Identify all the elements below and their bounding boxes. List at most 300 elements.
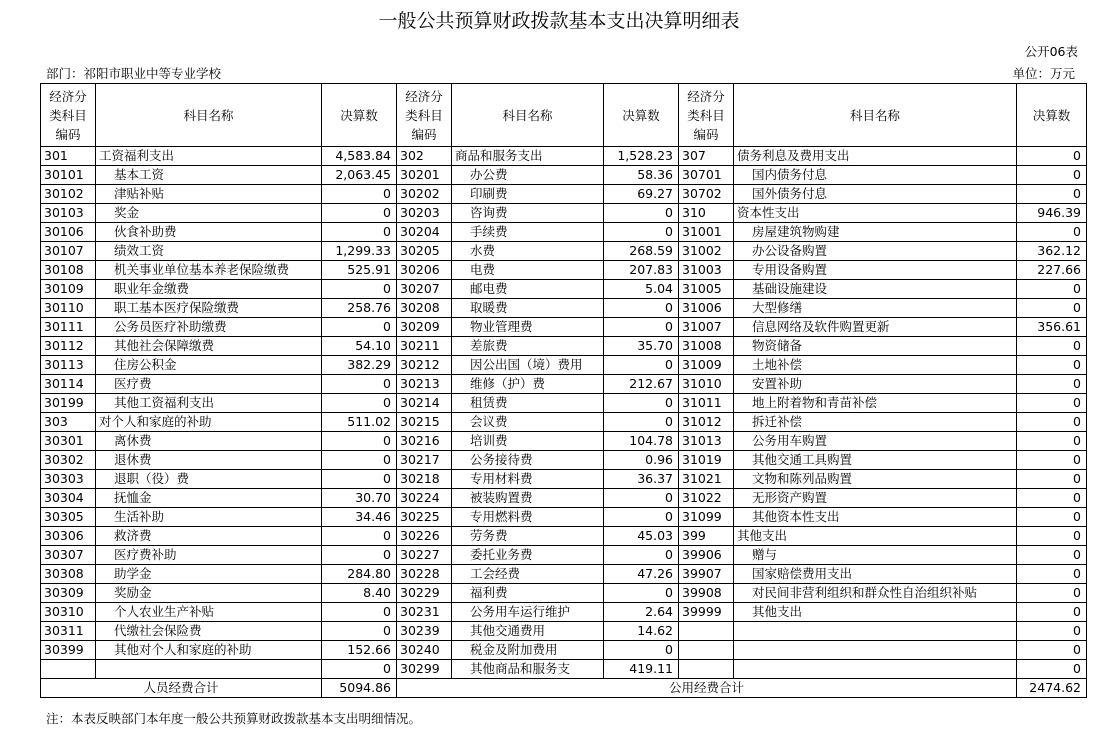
amount-cell: 5.04 [604,280,679,299]
name-cell: 物业管理费 [452,318,604,337]
amount-cell: 0 [604,223,679,242]
code-cell: 30113 [41,356,96,375]
code-cell: 30224 [397,489,452,508]
table-row [41,470,1087,489]
table-row [41,280,1087,299]
code-cell: 30106 [41,223,96,242]
table-row [41,622,1087,641]
name-cell: 电费 [452,261,604,280]
header-code: 经济分类科目编码 [679,84,734,147]
code-cell: 30228 [397,565,452,584]
code-cell: 30307 [41,546,96,565]
amount-cell: 525.91 [322,261,397,280]
code-cell: 30206 [397,261,452,280]
amount-cell: 0 [1017,185,1087,204]
amount-cell: 4,583.84 [322,147,397,166]
amount-cell: 0 [1017,432,1087,451]
amount-cell: 258.76 [322,299,397,318]
amount-cell: 0.96 [604,451,679,470]
code-cell: 30303 [41,470,96,489]
name-cell: 其他资本性支出 [734,508,1017,527]
code-cell: 30112 [41,337,96,356]
name-cell: 取暖费 [452,299,604,318]
name-cell: 其他对个人和家庭的补助 [96,641,322,660]
table-row [41,584,1087,603]
code-cell: 30207 [397,280,452,299]
amount-cell: 0 [322,185,397,204]
code-cell: 303 [41,413,96,432]
amount-cell: 284.80 [322,565,397,584]
name-cell: 工资福利支出 [96,147,322,166]
name-cell: 其他交通工具购置 [734,451,1017,470]
code-cell: 31006 [679,299,734,318]
name-cell: 会议费 [452,413,604,432]
name-cell: 代缴社会保险费 [96,622,322,641]
name-cell: 维修（护）费 [452,375,604,394]
code-cell: 31001 [679,223,734,242]
name-cell: 水费 [452,242,604,261]
amount-cell: 0 [1017,451,1087,470]
code-cell: 31019 [679,451,734,470]
amount-cell: 0 [1017,470,1087,489]
amount-cell: 0 [604,508,679,527]
code-cell: 30308 [41,565,96,584]
code-cell: 30229 [397,584,452,603]
name-cell: 公务用车购置 [734,432,1017,451]
amount-cell: 34.46 [322,508,397,527]
name-cell: 对个人和家庭的补助 [96,413,322,432]
department-label: 部门：祁阳市职业中等专业学校 [46,66,222,81]
name-cell: 离休费 [96,432,322,451]
amount-cell: 0 [604,413,679,432]
amount-cell: 0 [322,375,397,394]
header-row [41,84,1087,147]
name-cell: 救济费 [96,527,322,546]
name-cell: 助学金 [96,565,322,584]
name-cell: 公务接待费 [452,451,604,470]
amount-cell: 104.78 [604,432,679,451]
amount-cell: 0 [322,432,397,451]
amount-cell: 0 [322,223,397,242]
code-cell: 30302 [41,451,96,470]
table-row [41,660,1087,679]
code-cell [679,622,734,641]
amount-cell: 268.59 [604,242,679,261]
name-cell: 生活补助 [96,508,322,527]
name-cell: 租赁费 [452,394,604,413]
name-cell: 专用设备购置 [734,261,1017,280]
code-cell: 30107 [41,242,96,261]
amount-cell: 0 [1017,489,1087,508]
name-cell: 委托业务费 [452,546,604,565]
name-cell: 福利费 [452,584,604,603]
public-total-label: 公用经费合计 [397,679,1017,698]
table-row [41,508,1087,527]
table-row [41,375,1087,394]
table-row [41,318,1087,337]
amount-cell: 0 [1017,356,1087,375]
code-cell: 30211 [397,337,452,356]
amount-cell: 0 [322,204,397,223]
page-title: 一般公共预算财政拨款基本支出决算明细表 [378,10,740,32]
name-cell: 公务员医疗补助缴费 [96,318,322,337]
table-row [41,337,1087,356]
name-cell: 住房公积金 [96,356,322,375]
name-cell: 津贴补贴 [96,185,322,204]
amount-cell: 0 [604,356,679,375]
code-cell: 30701 [679,166,734,185]
name-cell: 无形资产购置 [734,489,1017,508]
amount-cell: 0 [322,527,397,546]
name-cell: 培训费 [452,432,604,451]
code-cell: 30310 [41,603,96,622]
expenditure-table [40,83,1087,698]
amount-cell: 0 [322,318,397,337]
amount-cell: 212.67 [604,375,679,394]
name-cell: 赠与 [734,546,1017,565]
name-cell: 办公费 [452,166,604,185]
code-cell: 30216 [397,432,452,451]
name-cell [96,660,322,679]
name-cell: 商品和服务支出 [452,147,604,166]
name-cell: 劳务费 [452,527,604,546]
code-cell: 30213 [397,375,452,394]
code-cell: 30214 [397,394,452,413]
header-amount: 决算数 [604,84,679,147]
code-cell: 31009 [679,356,734,375]
code-cell: 30231 [397,603,452,622]
name-cell: 因公出国（境）费用 [452,356,604,375]
amount-cell: 0 [322,622,397,641]
code-cell: 31099 [679,508,734,527]
code-cell: 30199 [41,394,96,413]
amount-cell: 207.83 [604,261,679,280]
personnel-total-value: 5094.86 [322,679,397,698]
table-number: 公开06表 [1024,44,1078,59]
code-cell: 31008 [679,337,734,356]
table-row [41,223,1087,242]
table-row [41,565,1087,584]
amount-cell: 0 [1017,508,1087,527]
table-row [41,413,1087,432]
code-cell: 31003 [679,261,734,280]
amount-cell: 0 [1017,166,1087,185]
code-cell: 310 [679,204,734,223]
amount-cell: 45.03 [604,527,679,546]
name-cell: 职工基本医疗保险缴费 [96,299,322,318]
amount-cell: 0 [1017,641,1087,660]
amount-cell: 0 [604,204,679,223]
table-row [41,356,1087,375]
table-row [41,527,1087,546]
amount-cell: 419.11 [604,660,679,679]
name-cell: 基本工资 [96,166,322,185]
amount-cell: 0 [322,394,397,413]
name-cell: 其他支出 [734,603,1017,622]
amount-cell: 0 [1017,147,1087,166]
table-row [41,546,1087,565]
amount-cell: 0 [604,641,679,660]
name-cell: 其他交通费用 [452,622,604,641]
header-amount: 决算数 [322,84,397,147]
table-row [41,185,1087,204]
header-code: 经济分类科目编码 [397,84,452,147]
name-cell: 税金及附加费用 [452,641,604,660]
code-cell: 30399 [41,641,96,660]
code-cell: 30218 [397,470,452,489]
code-cell: 39907 [679,565,734,584]
table-row [41,641,1087,660]
code-cell: 30702 [679,185,734,204]
code-cell: 30311 [41,622,96,641]
code-cell: 30226 [397,527,452,546]
amount-cell: 35.70 [604,337,679,356]
header-name: 科目名称 [452,84,604,147]
code-cell: 30202 [397,185,452,204]
code-cell: 301 [41,147,96,166]
code-cell: 30215 [397,413,452,432]
name-cell: 其他工资福利支出 [96,394,322,413]
code-cell: 30204 [397,223,452,242]
name-cell: 抚恤金 [96,489,322,508]
amount-cell: 54.10 [322,337,397,356]
name-cell: 咨询费 [452,204,604,223]
header-amount: 决算数 [1017,84,1087,147]
name-cell: 基础设施建设 [734,280,1017,299]
amount-cell: 36.37 [604,470,679,489]
name-cell: 其他支出 [734,527,1017,546]
amount-cell: 362.12 [1017,242,1087,261]
amount-cell: 0 [1017,375,1087,394]
code-cell: 39908 [679,584,734,603]
name-cell: 公务用车运行维护 [452,603,604,622]
header-name: 科目名称 [96,84,322,147]
amount-cell: 0 [1017,603,1087,622]
amount-cell: 0 [1017,280,1087,299]
unit-label: 单位：万元 [1012,66,1075,81]
name-cell: 奖励金 [96,584,322,603]
header-code: 经济分类科目编码 [41,84,96,147]
amount-cell: 8.40 [322,584,397,603]
amount-cell: 30.70 [322,489,397,508]
code-cell: 31007 [679,318,734,337]
amount-cell: 0 [604,546,679,565]
code-cell: 30304 [41,489,96,508]
amount-cell: 152.66 [322,641,397,660]
amount-cell: 0 [322,451,397,470]
name-cell: 其他商品和服务支 [452,660,604,679]
amount-cell: 69.27 [604,185,679,204]
amount-cell: 1,528.23 [604,147,679,166]
amount-cell: 0 [322,603,397,622]
amount-cell: 356.61 [1017,318,1087,337]
code-cell: 30209 [397,318,452,337]
amount-cell: 14.62 [604,622,679,641]
code-cell: 31010 [679,375,734,394]
amount-cell: 0 [604,299,679,318]
table-row [41,147,1087,166]
amount-cell: 0 [604,318,679,337]
code-cell: 31021 [679,470,734,489]
amount-cell: 0 [604,489,679,508]
name-cell: 伙食补助费 [96,223,322,242]
table-row [41,166,1087,185]
personnel-total-label: 人员经费合计 [41,679,322,698]
name-cell: 绩效工资 [96,242,322,261]
code-cell: 30301 [41,432,96,451]
table-row [41,451,1087,470]
name-cell: 工会经费 [452,565,604,584]
name-cell: 职业年金缴费 [96,280,322,299]
code-cell: 31011 [679,394,734,413]
code-cell: 30201 [397,166,452,185]
code-cell: 30217 [397,451,452,470]
footnote: 注：本表反映部门本年度一般公共预算财政拨款基本支出明细情况。 [46,711,422,726]
name-cell [734,641,1017,660]
code-cell: 30103 [41,204,96,223]
amount-cell: 0 [322,546,397,565]
code-cell: 30306 [41,527,96,546]
amount-cell: 511.02 [322,413,397,432]
name-cell: 债务利息及费用支出 [734,147,1017,166]
amount-cell: 0 [322,470,397,489]
name-cell: 物资储备 [734,337,1017,356]
name-cell: 国家赔偿费用支出 [734,565,1017,584]
code-cell: 30109 [41,280,96,299]
name-cell [734,622,1017,641]
amount-cell: 0 [604,394,679,413]
code-cell: 30239 [397,622,452,641]
code-cell: 30110 [41,299,96,318]
table-body [41,147,1087,679]
code-cell: 30101 [41,166,96,185]
code-cell: 31012 [679,413,734,432]
name-cell: 专用燃料费 [452,508,604,527]
amount-cell: 0 [604,584,679,603]
name-cell: 其他社会保障缴费 [96,337,322,356]
amount-cell: 0 [1017,413,1087,432]
amount-cell: 47.26 [604,565,679,584]
name-cell: 大型修缮 [734,299,1017,318]
name-cell: 文物和陈列品购置 [734,470,1017,489]
table-row [41,204,1087,223]
name-cell: 差旅费 [452,337,604,356]
table-row [41,261,1087,280]
table-row [41,394,1087,413]
code-cell [679,660,734,679]
name-cell: 安置补助 [734,375,1017,394]
amount-cell: 0 [322,280,397,299]
code-cell: 30114 [41,375,96,394]
amount-cell: 382.29 [322,356,397,375]
name-cell: 国内债务付息 [734,166,1017,185]
name-cell: 印刷费 [452,185,604,204]
amount-cell: 58.36 [604,166,679,185]
amount-cell: 2.64 [604,603,679,622]
code-cell: 30240 [397,641,452,660]
table-row [41,242,1087,261]
code-cell: 30208 [397,299,452,318]
amount-cell: 2,063.45 [322,166,397,185]
name-cell: 国外债务付息 [734,185,1017,204]
name-cell: 医疗费补助 [96,546,322,565]
amount-cell: 0 [322,660,397,679]
code-cell: 30299 [397,660,452,679]
amount-cell: 0 [1017,660,1087,679]
code-cell: 30227 [397,546,452,565]
name-cell: 土地补偿 [734,356,1017,375]
code-cell: 30212 [397,356,452,375]
code-cell: 307 [679,147,734,166]
code-cell: 31002 [679,242,734,261]
table-row [41,489,1087,508]
name-cell: 手续费 [452,223,604,242]
table-row [41,603,1087,622]
code-cell: 31013 [679,432,734,451]
code-cell: 30102 [41,185,96,204]
code-cell: 30203 [397,204,452,223]
name-cell: 医疗费 [96,375,322,394]
name-cell: 信息网络及软件购置更新 [734,318,1017,337]
code-cell: 302 [397,147,452,166]
code-cell: 39906 [679,546,734,565]
amount-cell: 227.66 [1017,261,1087,280]
code-cell: 30309 [41,584,96,603]
name-cell: 地上附着物和青苗补偿 [734,394,1017,413]
code-cell: 31022 [679,489,734,508]
code-cell: 30225 [397,508,452,527]
amount-cell: 1,299.33 [322,242,397,261]
amount-cell: 0 [1017,223,1087,242]
code-cell: 30108 [41,261,96,280]
amount-cell: 0 [1017,546,1087,565]
name-cell: 个人农业生产补贴 [96,603,322,622]
name-cell: 奖金 [96,204,322,223]
code-cell [41,660,96,679]
table-row [41,432,1087,451]
name-cell: 对民间非营利组织和群众性自治组织补贴 [734,584,1017,603]
code-cell: 30205 [397,242,452,261]
code-cell [679,641,734,660]
name-cell: 资本性支出 [734,204,1017,223]
amount-cell: 0 [1017,584,1087,603]
name-cell: 拆迁补偿 [734,413,1017,432]
header-name: 科目名称 [734,84,1017,147]
code-cell: 30111 [41,318,96,337]
code-cell: 39999 [679,603,734,622]
code-cell: 399 [679,527,734,546]
public-total-value: 2474.62 [1017,679,1087,698]
amount-cell: 0 [1017,565,1087,584]
amount-cell: 0 [1017,622,1087,641]
amount-cell: 0 [1017,299,1087,318]
name-cell: 退休费 [96,451,322,470]
code-cell: 31005 [679,280,734,299]
totals-row [41,679,1087,698]
name-cell: 房屋建筑物购建 [734,223,1017,242]
amount-cell: 0 [1017,337,1087,356]
table-row [41,299,1087,318]
code-cell: 30305 [41,508,96,527]
name-cell: 专用材料费 [452,470,604,489]
name-cell: 邮电费 [452,280,604,299]
amount-cell: 0 [1017,394,1087,413]
name-cell [734,660,1017,679]
name-cell: 机关事业单位基本养老保险缴费 [96,261,322,280]
name-cell: 退职（役）费 [96,470,322,489]
name-cell: 被装购置费 [452,489,604,508]
name-cell: 办公设备购置 [734,242,1017,261]
